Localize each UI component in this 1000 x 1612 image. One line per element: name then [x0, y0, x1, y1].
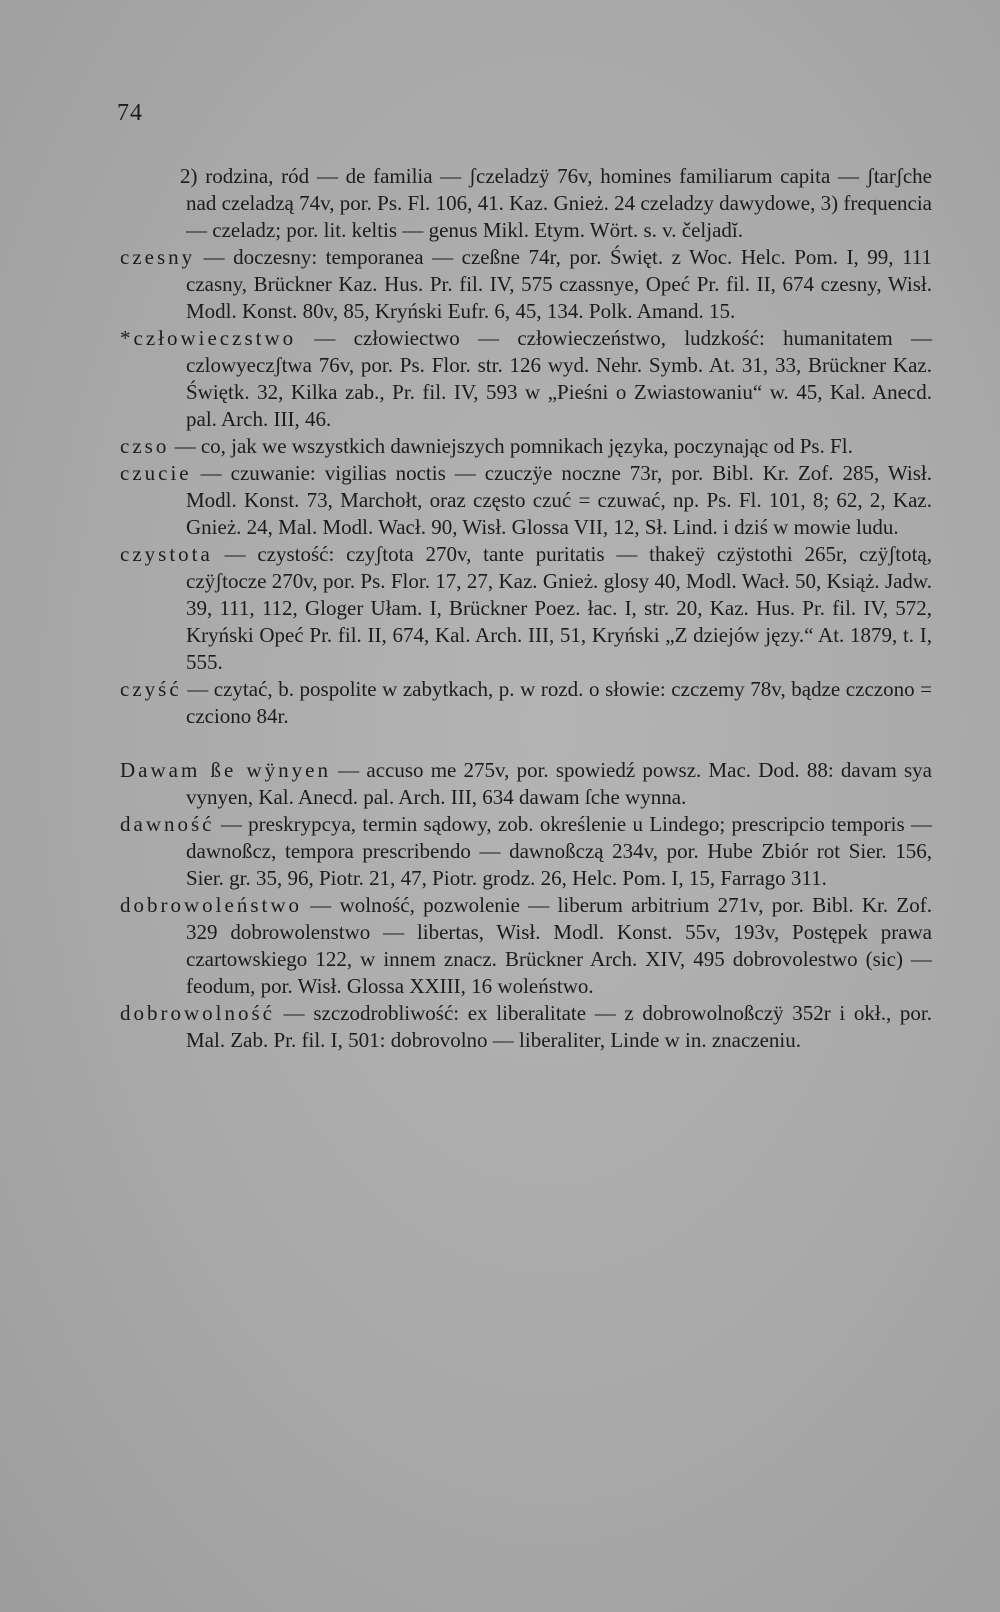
entry-dawnosc [120, 811, 932, 892]
entry-headword: dawność [120, 812, 215, 836]
entry-headword: czesny [120, 245, 196, 269]
entry-text: — co, jak we wszystkich dawniejszych pomnikach języka, poczynając od Ps. Fl. [169, 434, 853, 458]
entry-text: — wolność, pozwolenie — liberum arbitrium 271v, por. Bibl. Kr. Zof. 329 dobrowolenstwo — libertas, Wisł. Modl. Konst. 55v, 193v, Postępek prawa czartowskiego 122, w innem znacz. Brückner Arch. XIV, 495 dobrovolestwo (sic) — feodum, por. Wisł. Glossa XXIII, 16 woleństwo. [186, 893, 932, 998]
entry-dobrowolnosc [120, 1000, 932, 1054]
entry-text: — człowiectwo — człowieczeństwo, ludzkość: humanitatem — czlowyeczʃtwa 76v, por. Ps. Flor. str. 126 wyd. Nehr. Symb. At. 31, 33, Brückner Kaz. Świętk. 32, Kilka zab., Pr. fil. IV, 593 w „Pieśni o Zwiastowaniu“ w. 45, Kal. Anecd. pal. Arch. III, 46. [186, 326, 932, 431]
dictionary-text [120, 163, 932, 1054]
entry-text: — czuwanie: vigilias noctis — czuczÿe noczne 73r, por. Bibl. Kr. Zof. 285, Wisł. Modl. Konst. 73, Marchołt, oraz często czuć = czuwać, np. Ps. Fl. 101, 8; 62, 2, Kaz. Gnież. 24, Mal. Modl. Wacł. 90, Wisł. Glossa VII, 12, Sł. Lind. i dziś w mowie ludu. [186, 461, 932, 539]
entry-headword: Dawam ße wÿnyen [120, 758, 331, 782]
entry-headword: czucie [120, 461, 192, 485]
entry-czucie [120, 460, 932, 541]
entry-czso [120, 433, 932, 460]
entry-text: — szczodrobliwość: ex liberalitate — z dobrowolnoßczÿ 352r i okł., por. Mal. Zab. Pr. fil. I, 501: dobrovolno — liberaliter, Linde w in. znaczeniu. [186, 1001, 932, 1052]
entry-headword: czystota [120, 542, 213, 566]
entry-headword: czyść [120, 677, 182, 701]
entry-headword: dobrowolność [120, 1001, 275, 1025]
entry-czesny [120, 244, 932, 325]
entry-text: — accuso me 275v, por. spowiedź powsz. Mac. Dod. 88: davam sya vynyen, Kal. Anecd. pal. Arch. III, 634 dawam ſche wynna. [186, 758, 932, 809]
entry-czlowieczstwo [120, 325, 932, 433]
entry-text: — czytać, b. pospolite w zabytkach, p. w rozd. o słowie: czczemy 78v, bądze czczono = czciono 84r. [181, 677, 932, 728]
entry-rodzina [120, 163, 932, 244]
entry-dobrowolenstwo [120, 892, 932, 1000]
entry-headword: *człowieczstwo [120, 326, 297, 350]
entry-text: 2) rodzina, ród — de familia — ʃczeladzÿ 76v, homines familiarum capita — ʃtarʃche nad czeladzą 74v, por. Ps. Fl. 106, 41. Kaz. Gnież. 24 czeladzy dawydowe, 3) frequencia — czeladz; por. lit. keltis — genus Mikl. Etym. Wört. s. v. čeljadĭ. [180, 164, 932, 242]
entry-czysc [120, 676, 932, 730]
entry-czystota [120, 541, 932, 676]
entry-text: — czystość: czyʃtota 270v, tante puritatis — thakeÿ czÿstothi 265r, czÿʃtotą, czÿʃtocze 270v, por. Ps. Flor. 17, 27, Kaz. Gnież. glosy 40, Modl. Wacł. 50, Książ. Jadw. 39, 111, 112, Gloger Ułam. I, Brückner Poez. łac. I, str. 20, Kaz. Hus. Pr. fil. IV, 572, Kryński Opeć Pr. fil. II, 674, Kal. Arch. III, 51, Kryński „Z dziejów języ.“ At. 1879, t. I, 555. [186, 542, 932, 674]
entry-text: — preskrypcya, termin sądowy, zob. określenie u Lindego; prescripcio temporis — dawnoßcz, tempora prescribendo — dawnoßczą 234v, por. Hube Zbiór rot Sier. 156, Sier. gr. 35, 96, Piotr. 21, 47, Piotr. grodz. 26, Helc. Pom. I, 15, Farrago 311. [186, 812, 932, 890]
entry-headword: dobrowoleństwo [120, 893, 302, 917]
entry-dawam [120, 757, 932, 811]
entry-text: — doczesny: temporanea — czeßne 74r, por. Święt. z Woc. Helc. Pom. I, 99, 111 czasny, Brückner Kaz. Hus. Pr. fil. IV, 575 czassnye, Opeć Pr. fil. II, 674 czesny, Wisł. Modl. Konst. 80v, 85, Kryński Eufr. 6, 45, 134. Polk. Amand. 15. [186, 245, 932, 323]
entry-headword: czso [120, 434, 170, 458]
page-number: 74 [117, 100, 143, 126]
